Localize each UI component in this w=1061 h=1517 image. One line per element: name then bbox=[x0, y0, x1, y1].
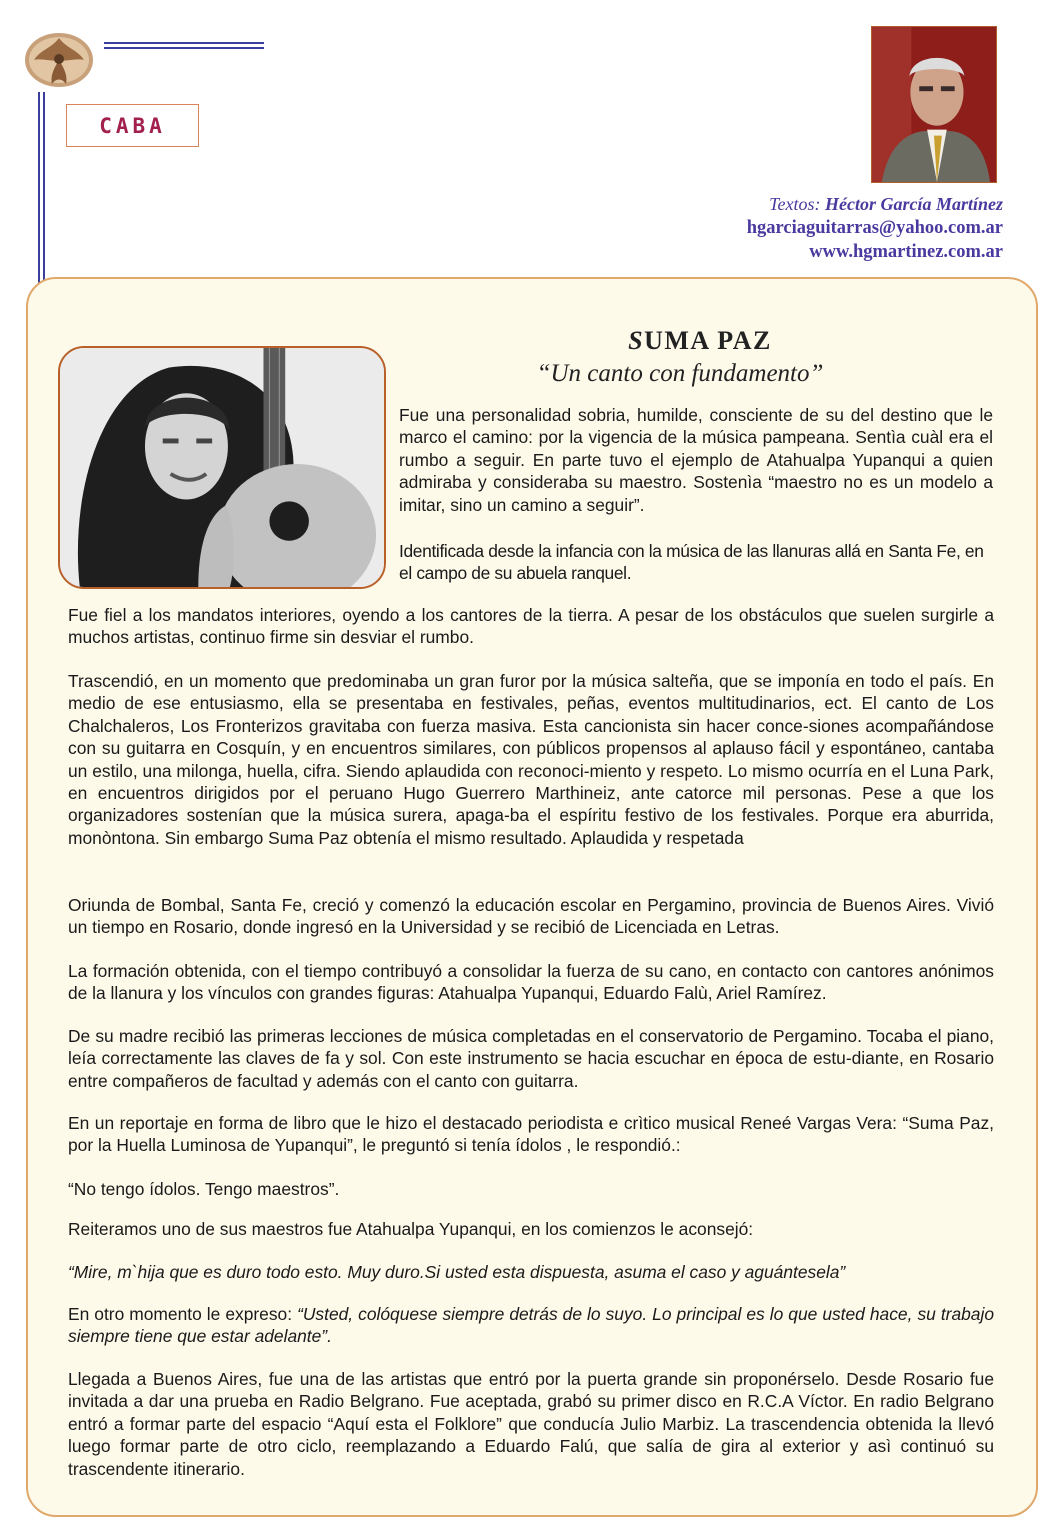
paragraph-1: Fue una personalidad sobria, humilde, consciente de su del destino que le marco el camino: por la vigencia de la música pampeana. Sentìa cuàl era el rumbo a seguir. En parte tuvo el ejemplo de Atahualpa Yupanqui a quien admiraba y consideraba su maestro. Sostenìa “maestro no es un modelo a imitar, sino un camino a seguir”. bbox=[399, 405, 993, 515]
paragraph-3: Fue fiel a los mandatos interiores, oyendo a los cantores de la tierra. A pesar de los obstáculos que suelen surgirle a muchos artistas, continuo firme sin desviar el rumbo. bbox=[68, 605, 994, 648]
paragraph-5: Oriunda de Bombal, Santa Fe, creció y comenzó la educación escolar en Pergamino, provincia de Buenos Aires. Vivió un tiempo en Rosario, donde ingresó en la Universidad y se recibió de Licenciada en Letras. bbox=[68, 895, 994, 938]
section-label: CABA bbox=[66, 104, 199, 147]
paragraph-11: Llegada a Buenos Aires, fue una de las artistas que entró por la puerta grande sin proponérselo. Desde Rosario fue invitada a dar una prueba en Radio Belgrano. Fue aceptada, grabó su primer disco en R.C.A Víctor. En radio Belgrano entró a formar parte del espacio “Aquí esta el Folklore” que conducía Julio Marbiz. La trascendencia obtenida la llevó luego formar parte de otro ciclo, reemplazando a Eduardo Falú, que salía de gira al exterior y asì continuó su trascendente itinerario. bbox=[68, 1369, 994, 1479]
paragraph-9: Reiteramos uno de sus maestros fue Atahualpa Yupanqui, en los comienzos le aconsejó: bbox=[68, 1219, 754, 1239]
margin-rule-outer bbox=[38, 92, 40, 300]
author-portrait-image bbox=[871, 26, 997, 183]
article-subtitle: “Un canto con fundamento” bbox=[536, 360, 824, 387]
header-rule-bottom bbox=[104, 47, 264, 49]
article-title bbox=[400, 326, 1000, 356]
paragraph-6: La formación obtenida, con el tiempo contribuyó a consolidar la fuerza de su cano, en contacto con cantores anónimos de la llanura y los vínculos con grandes figuras: Atahualpa Yupanqui, Eduardo Falù, Ariel Ramírez. bbox=[68, 961, 994, 1004]
paragraph-10 bbox=[68, 1303, 994, 1348]
paragraph-10-quote: “Usted, colóquese siempre detrás de lo suyo. Lo principal es lo que usted hace, su trabajo siempre tiene que estar adelante”. bbox=[68, 1304, 994, 1347]
paragraph-8: En un reportaje en forma de libro que le hizo el destacado periodista e crìtico musical Reneé Vargas Vera: “Suma Paz, por la Huella Luminosa de Yupanqui”, le preguntó si tenía ídolos , le respondió.: bbox=[68, 1113, 994, 1156]
paragraph-quote-yupanqui: “Mire, m`hija que es duro todo esto. Muy duro.Si usted esta dispuesta, asuma el caso y aguántesela” bbox=[68, 1262, 846, 1282]
paragraph-4: Trascendió, en un momento que predominaba un gran furor por la música salteña, que se imponía en todo el país. En medio de ese entusiasmo, ella se presentaba en festivales, peñas, eventos multitudinarios, ect. El canto de Los Chalchaleros, Los Fronterizos gravitaba con fuerza masiva. Esta cancionista sin hacer conce-siones acompañándose con su guitarra en Cosquín, y en encuentros similares, con públicos propensos al aplauso fácil y espontáneo, cantaba un estilo, una milonga, huella, cifra. Siendo aplaudida con reconoci-miento y respeto. Lo mismo ocurría en el Luna Park, en encuentros dirigidos por el peruano Hugo Guerrero Marthineiz, ante catorce mil personas. Pese a que los organizadores sostenían que la música surera, apaga-ba el espíritu festivo de los festivales. Porque era aburrida, monòntona. Sin embargo Suma Paz obtenía el mismo resultado. Aplaudida y respetada bbox=[68, 671, 994, 848]
credit-author-name: Héctor García Martínez bbox=[825, 194, 1003, 214]
article-title-first-letter: S bbox=[628, 326, 645, 355]
paragraph-7: De su madre recibió las primeras lecciones de música completadas en el conservatorio de Pergamino. Tocaba el piano, leía correctamente las claves de fa y sol. Con este instrumento se hacia escuchar en época de estu-diante, en Rosario entre compañeros de facultad y además con el canto con guitarra. bbox=[68, 1026, 994, 1091]
paragraph-quote-idols: “No tengo ídolos. Tengo maestros”. bbox=[68, 1179, 340, 1199]
paragraph-10-lead: En otro momento le expreso: bbox=[68, 1304, 298, 1324]
credits-block bbox=[747, 192, 1003, 264]
nut-logo-icon bbox=[22, 28, 96, 90]
author-email-link[interactable]: hgarciaguitarras@yahoo.com.ar bbox=[746, 218, 1003, 238]
margin-rule-inner bbox=[43, 92, 45, 300]
header-rule-top bbox=[104, 42, 264, 44]
author-website-link[interactable]: www.hgmartinez.com.ar bbox=[809, 242, 1003, 262]
paragraph-2: Identificada desde la infancia con la música de las llanuras allá en Santa Fe, en el campo de su abuela ranquel. bbox=[399, 541, 984, 584]
credit-label: Textos: bbox=[769, 194, 821, 214]
suma-paz-photo bbox=[58, 346, 386, 589]
article-title-rest: UMA PAZ bbox=[644, 326, 772, 355]
